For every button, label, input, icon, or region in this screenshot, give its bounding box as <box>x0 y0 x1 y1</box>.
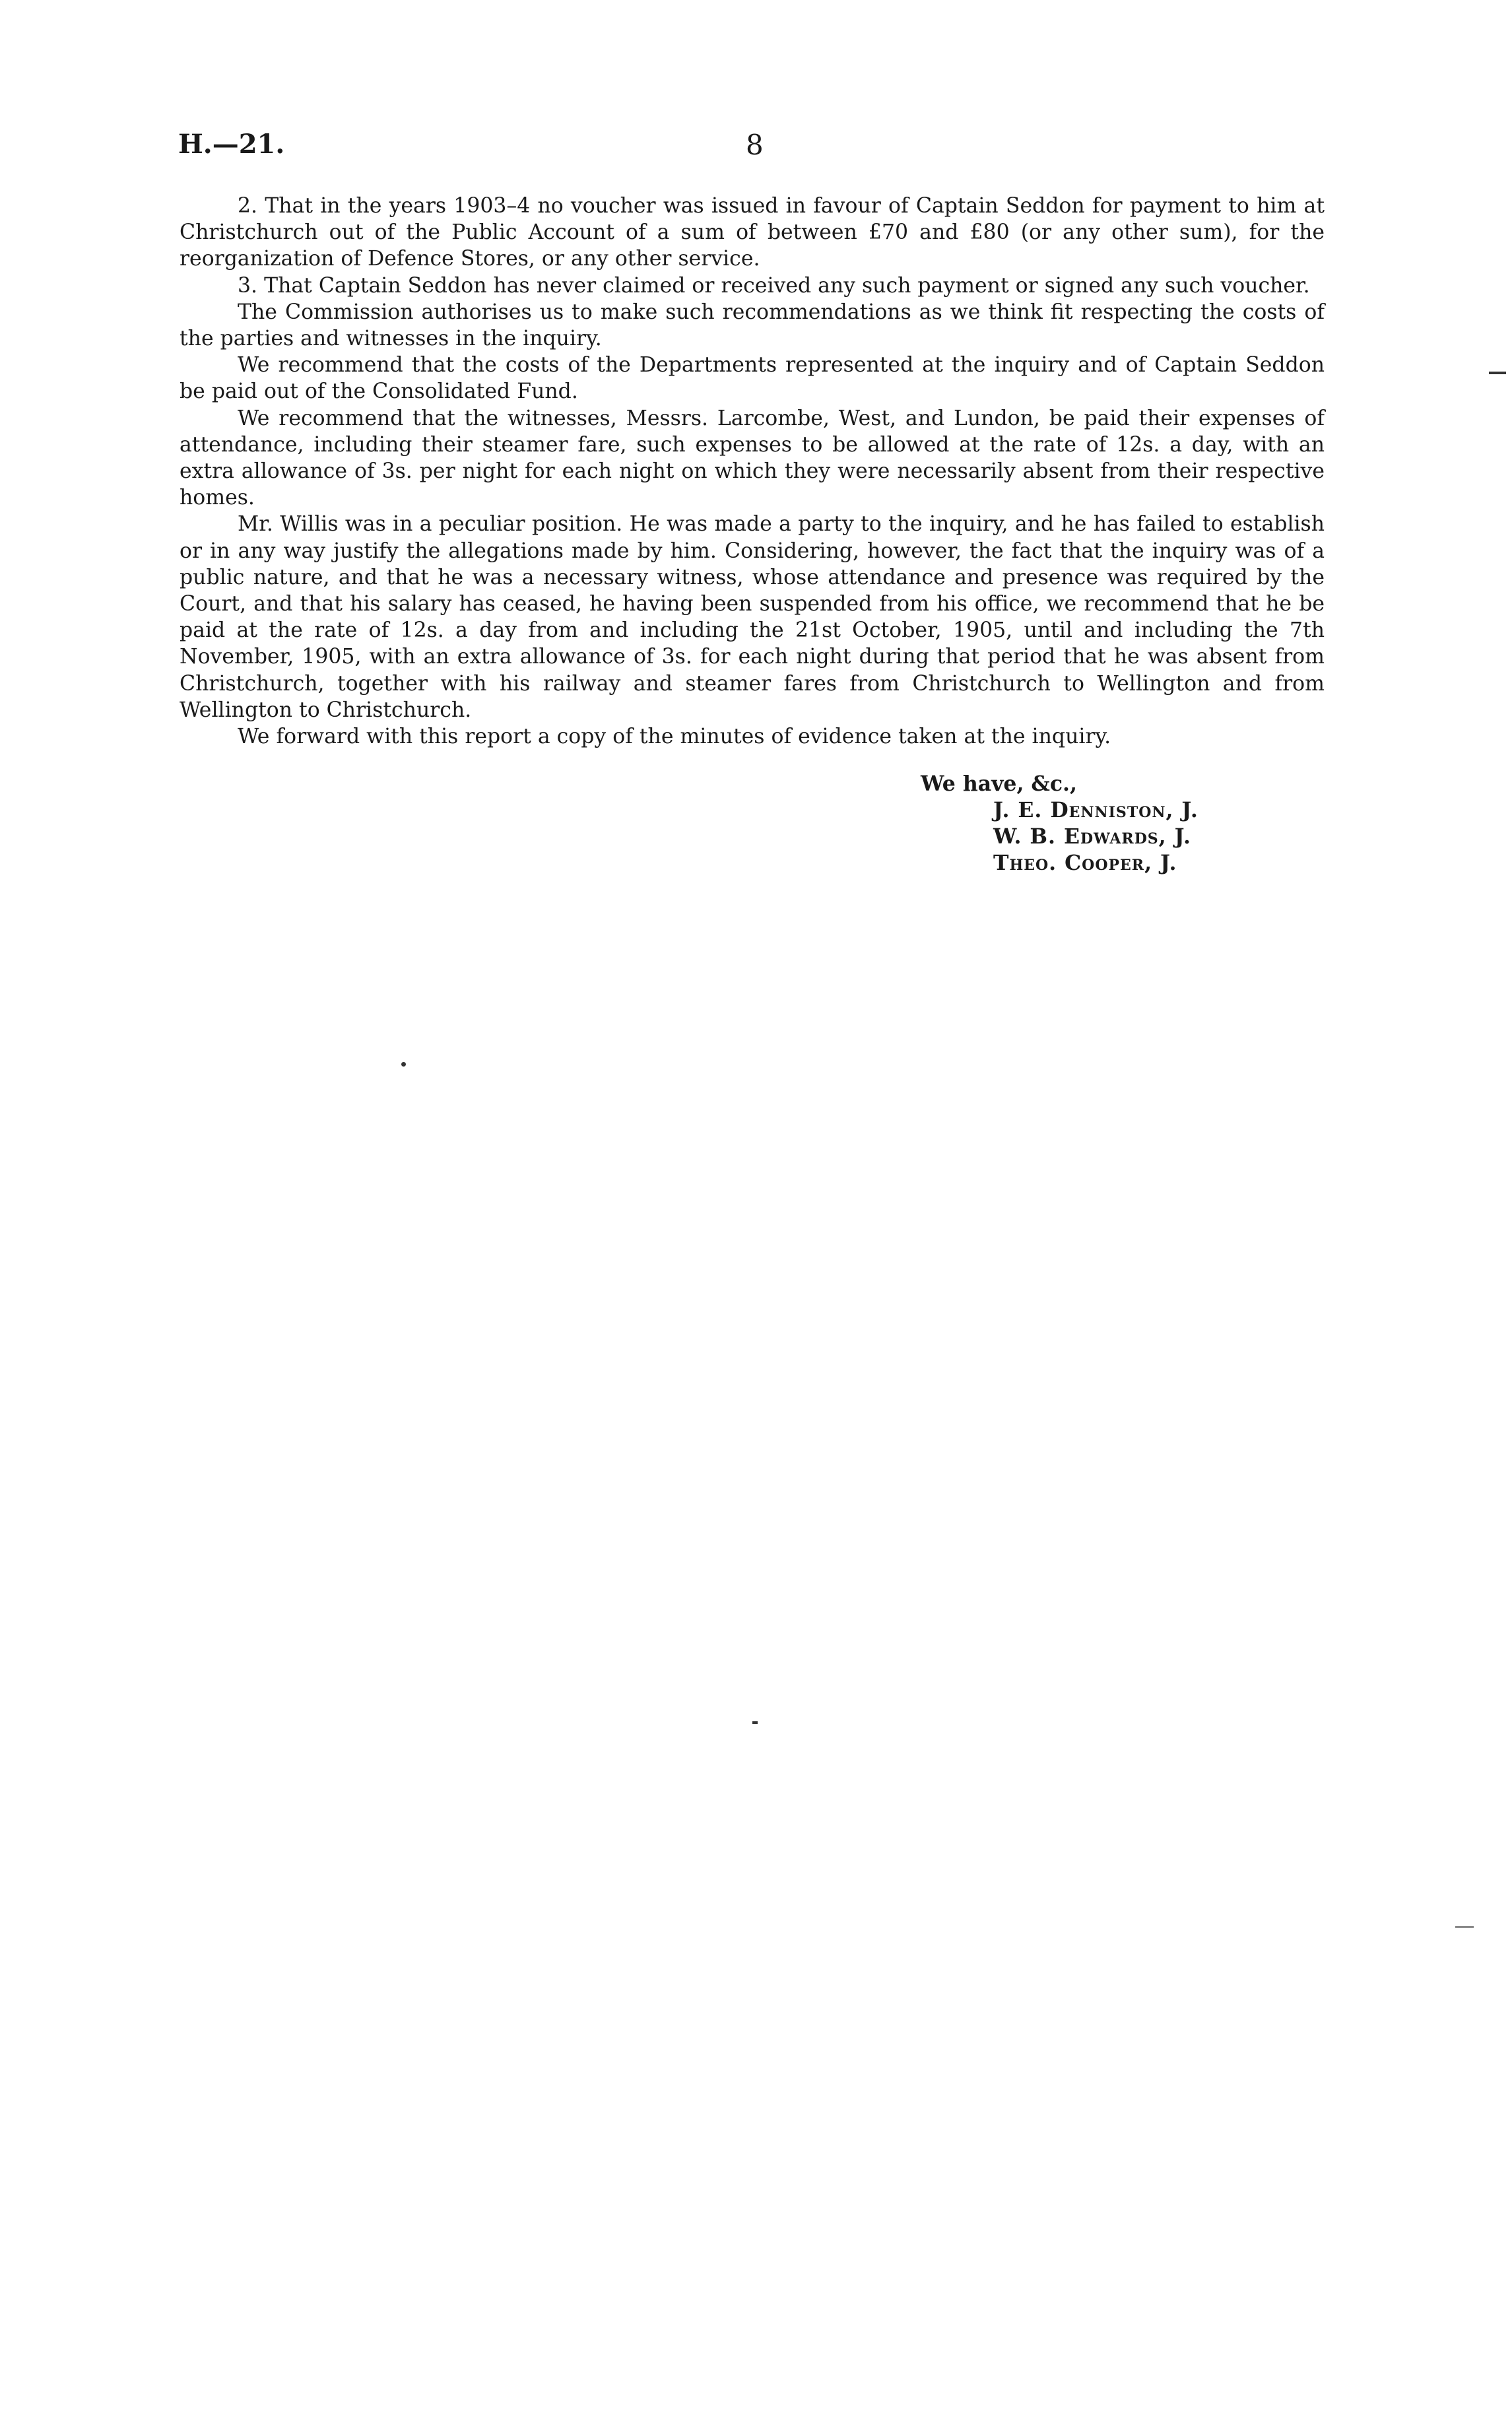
scan-speck <box>1455 1926 1474 1928</box>
paragraph-mr-willis: Mr. Willis was in a peculiar position. He was made a party to the inquiry, and he has failed to establish or in any way justify the allegations made by him. Considering, however, the fact that the inquiry was of a public nature, and that he was a necessary witness, whose attendance and presence was required by the Court, and that his salary has ceased, he having been suspended from his office, we recommend that he be paid at the rate of 12s. a day from and including the 21st October, 1905, until and including the 7th November, 1905, with an extra allowance of 3s. for each night during that period that he was absent from Christchurch, together with his railway and steamer fares from Christchurch to Wellington and from Wellington to Christchurch. <box>180 512 1325 722</box>
paragraph-finding-3: 3. That Captain Seddon has never claimed or received any such payment or signed any such voucher. <box>238 273 1310 298</box>
signatory-denniston: J. E. Denniston, J. <box>993 798 1199 822</box>
paragraph-finding-2: 2. That in the years 1903–4 no voucher was issued in favour of Captain Seddon for payment to him at Christchurch out of the Public Account of a sum of between £70 and £80 (or any other sum), for the reorganization of Defence Stores, or any other service. <box>180 194 1325 271</box>
page-number: 8 <box>746 129 764 161</box>
margin-mark <box>1489 372 1506 374</box>
paragraph-witness-expenses: We recommend that the witnesses, Messrs. Larcombe, West, and Lundon, be paid their expenses of attendance, including their steamer fare, such expenses to be allowed at the rate of 12s. a day, with an extra allowance of 3s. per night for each night on which they were necessarily absent from their respective homes. <box>180 406 1325 510</box>
signatory-cooper: Theo. Cooper, J. <box>993 851 1177 875</box>
signature-block <box>921 771 1199 876</box>
paragraph-commission-authority: The Commission authorises us to make such recommendations as we think fit respecting the costs of the parties and witnesses in the inquiry. <box>180 300 1325 351</box>
scan-speck <box>752 1721 758 1724</box>
document-reference: H.—21. <box>178 129 285 160</box>
signatory-edwards: W. B. Edwards, J. <box>993 824 1192 849</box>
paragraph-minutes-forwarded: We forward with this report a copy of the minutes of evidence taken at the inquiry. <box>238 725 1111 749</box>
paragraph-departments-costs: We recommend that the costs of the Departments represented at the inquiry and of Captain Seddon be paid out of the Consolidated Fund. <box>180 353 1325 404</box>
page-header <box>178 129 1327 168</box>
scan-speck <box>401 1062 406 1067</box>
signature-closing: We have, &c., <box>921 772 1077 796</box>
report-body <box>180 193 1325 750</box>
